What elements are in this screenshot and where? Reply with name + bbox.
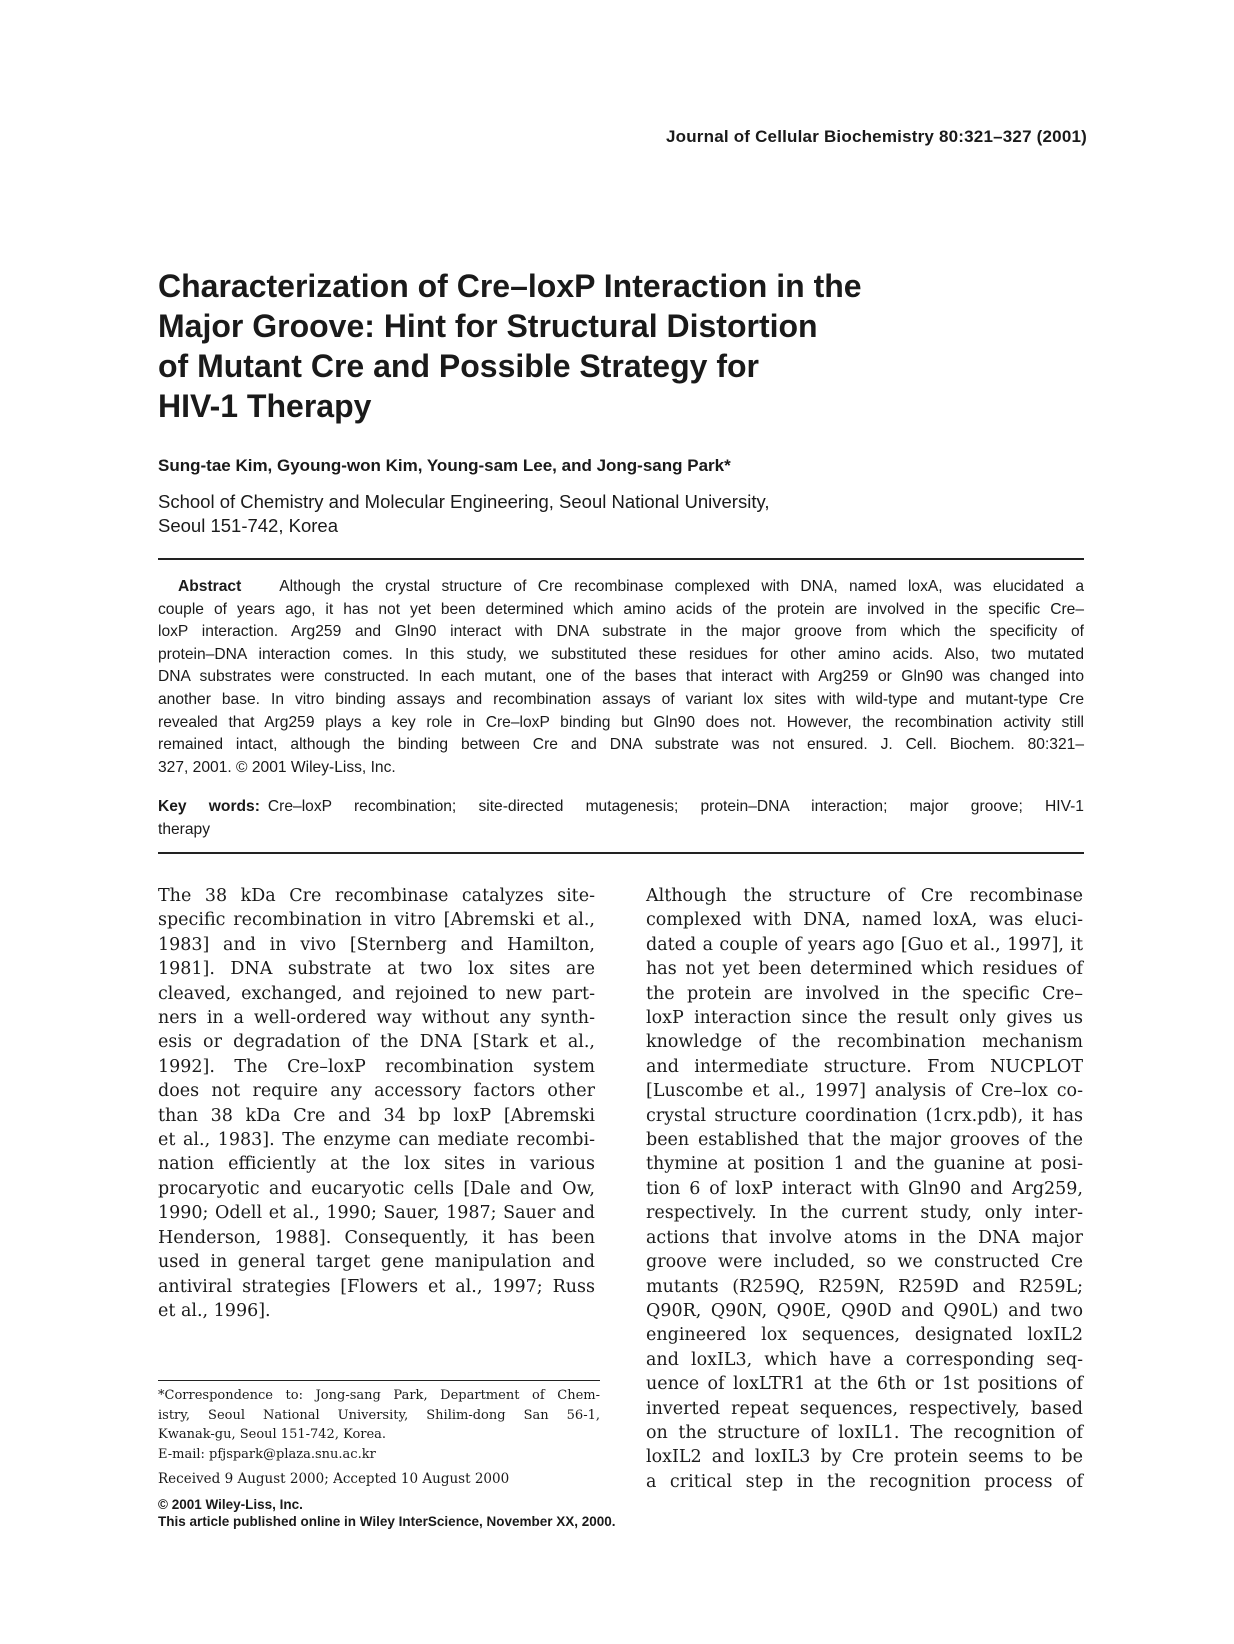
paragraph-line: procaryotic and eucaryotic cells [Dale and Ow, [158,1178,595,1199]
keywords-line: therapy [158,820,211,838]
paragraph-line: respectively. In the current study, only inter- [646,1203,1083,1224]
paragraph-line: 1992]. The Cre–loxP recombination system [158,1056,595,1077]
paragraph-line: Although the structure of Cre recombinase [646,886,1083,906]
paragraph-line: than 38 kDa Cre and 34 bp loxP [Abremski [158,1105,595,1126]
paragraph-line: and intermediate structure. From NUCPLOT [646,1056,1083,1077]
online-publication-note: This article published online in Wiley InterScience, November XX, 2000. [158,1514,616,1529]
article-title [158,266,988,426]
paragraph-line: tion 6 of loxP interact with Gln90 and Arg259, [646,1178,1083,1199]
abstract-line-text: Although the crystal structure of Cre recombinase complexed with DNA, named loxA, was elucidated a [279,578,1084,595]
title-line: HIV-1 Therapy [158,388,372,424]
abstract-line: protein–DNA interaction comes. In this study, we substituted these residues for other amino acids. Also, two mutated [158,645,1084,663]
abstract [158,576,1084,779]
affiliation-line: Seoul 151-742, Korea [158,515,338,536]
paragraph-line: ners in a well-ordered way without any synth- [158,1008,595,1029]
paragraph-line: groove were included, so we constructed Cre [646,1252,1083,1273]
paragraph-line: loxP interaction since the result only gives us [646,1008,1083,1029]
paragraph-line: has not yet been determined which residues of [646,959,1083,980]
paragraph-line: mutants (R259Q, R259N, R259D and R259L; [646,1276,1083,1297]
affiliation [158,490,770,538]
title-line: Major Groove: Hint for Structural Distortion [158,308,818,344]
footnote-line: istry, Seoul National University, Shilim-dong San 56-1, [158,1407,600,1423]
paragraph-line: thymine at position 1 and the guanine at posi- [646,1154,1083,1175]
abstract-line [158,576,1084,599]
affiliation-line: School of Chemistry and Molecular Engineering, Seoul National University, [158,491,770,512]
paragraph-line: on the structure of loxIL1. The recognition of [646,1422,1083,1443]
keywords-text: Cre–loxP recombination; site-directed mutagenesis; protein–DNA interaction; major groove; HIV-1 [267,798,1084,815]
correspondence-footnote [158,1386,600,1464]
paragraph-line: the protein are involved in the specific Cre– [646,983,1083,1004]
paragraph-line: inverted repeat sequences, respectively, based [646,1398,1083,1419]
received-dates: Received 9 August 2000; Accepted 10 August 2000 [158,1471,510,1487]
abstract-line: loxP interaction. Arg259 and Gln90 interact with DNA substrate in the major groove from which the specificity of [158,623,1084,641]
paragraph-line: Q90R, Q90N, Q90E, Q90D and Q90L) and two [646,1300,1083,1321]
publication-info [158,1496,616,1530]
body-column-left [158,884,595,1323]
paragraph-line: esis or degradation of the DNA [Stark et al., [158,1032,595,1053]
paragraph-line: complexed with DNA, named loxA, was eluci- [646,910,1083,931]
paragraph-line: cleaved, exchanged, and rejoined to new part- [158,983,595,1004]
paragraph-line: et al., 1996]. [158,1300,271,1321]
paragraph-line: specific recombination in vitro [Abremski et al., [158,910,595,931]
abstract-line: revealed that Arg259 plays a key role in Cre–loxP binding but Gln90 does not. However, the recombination activity still [158,713,1084,731]
paragraph-line: 1990; Odell et al., 1990; Sauer, 1987; Sauer and [158,1203,595,1224]
footnote-email[interactable]: E-mail: pfjspark@plaza.snu.ac.kr [158,1446,376,1462]
keywords-label: Key words: [158,798,260,815]
paragraph-line: knowledge of the recombination mechanism [646,1032,1083,1053]
paragraph-line: uence of loxLTR1 at the 6th or 1st positions of [646,1374,1083,1395]
paragraph-line: engineered lox sequences, designated loxIL2 [646,1325,1083,1346]
paragraph-line: actions that involve atoms in the DNA major [646,1227,1083,1248]
footnote-line: Kwanak-gu, Seoul 151-742, Korea. [158,1427,387,1442]
paragraph-line: does not require any accessory factors other [158,1081,595,1102]
divider-bottom [158,852,1084,854]
journal-reference: Journal of Cellular Biochemistry 80:321–327 (2001) [665,127,1087,146]
title-line: of Mutant Cre and Possible Strategy for [158,348,759,384]
paragraph-line: Henderson, 1988]. Consequently, it has been [158,1227,595,1248]
paragraph-line: and loxIL3, which have a corresponding seq- [646,1349,1083,1370]
paragraph-line: 1983] and in vivo [Sternberg and Hamilton, [158,934,595,955]
paragraph-line: crystal structure coordination (1crx.pdb), it has [646,1105,1083,1126]
paragraph-line: dated a couple of years ago [Guo et al., 1997], it [646,934,1083,955]
paragraph-line: nation efficiently at the lox sites in various [158,1154,595,1175]
divider-top [158,558,1084,560]
paragraph-line: a critical step in the recognition process of [646,1471,1083,1492]
paragraph-line: antiviral strategies [Flowers et al., 1997; Russ [158,1276,595,1297]
abstract-line: DNA substrates were constructed. In each mutant, one of the bases that interact with Arg259 or Gln90 was changed into [158,668,1084,686]
title-line: Characterization of Cre–loxP Interaction in the [158,268,862,304]
paragraph-line: used in general target gene manipulation and [158,1252,595,1273]
abstract-line: another base. In vitro binding assays and recombination assays of variant lox sites with wild-type and mutant-type Cre [158,690,1084,708]
abstract-line: remained intact, although the binding between Cre and DNA substrate was not ensured. J. Cell. Biochem. 80:321– [158,736,1084,754]
footnote-line: *Correspondence to: Jong-sang Park, Department of Chem- [158,1388,600,1403]
keywords-line [158,796,1084,819]
paragraph-line: The 38 kDa Cre recombinase catalyzes site- [158,886,595,906]
copyright-notice: © 2001 Wiley-Liss, Inc. [158,1497,303,1512]
paragraph-line: [Luscombe et al., 1997] analysis of Cre–lox co- [646,1081,1083,1102]
paragraph-line: et al., 1983]. The enzyme can mediate recombi- [158,1130,595,1151]
abstract-line: couple of years ago, it has not yet been determined which amino acids of the protein are involved in the specific Cre– [158,600,1084,618]
body-column-right [646,884,1083,1494]
keywords [158,796,1084,841]
footnote-rule [158,1380,600,1381]
paragraph-line: 1981]. DNA substrate at two lox sites are [158,959,595,980]
paragraph-line: loxIL2 and loxIL3 by Cre protein seems to be [646,1447,1083,1468]
paragraph-line: been established that the major grooves of the [646,1130,1083,1151]
author-list: Sung-tae Kim, Gyoung-won Kim, Young-sam Lee, and Jong-sang Park* [158,456,731,475]
abstract-heading: Abstract [178,578,242,595]
abstract-line: 327, 2001. © 2001 Wiley-Liss, Inc. [158,758,396,776]
